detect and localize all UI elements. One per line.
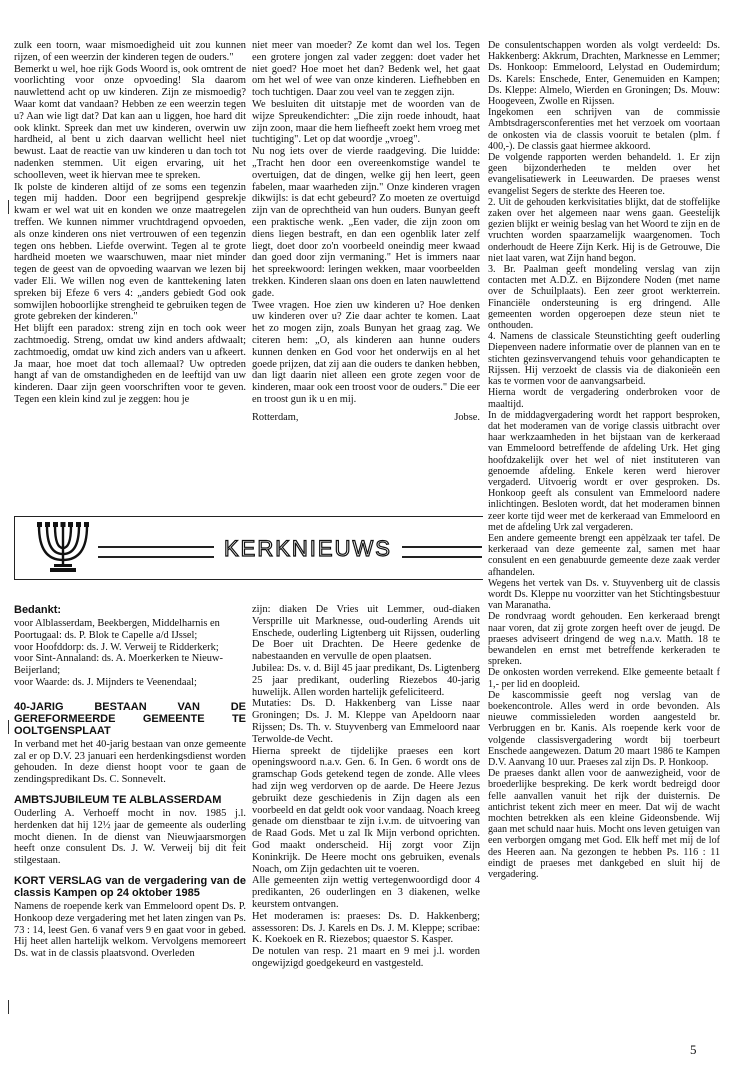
paragraph: De consulentschappen worden als volgt verdeeld: Ds. Hakkenberg: Akkrum, Drachten, Marknesse en Lemmer; Ds. Honkoop: Emmeloord, Lelystad en Oudemirdum; Ds. Karels: Enschede, Enter, Genemuiden en Kampen; Ds. Kleppe: Almelo, Wierden en Groningen; Ds. Mouw: Hoogeveen, Zwolle en Rijssen. xyxy=(488,40,720,108)
menorah-icon xyxy=(34,518,92,576)
paragraph: Namens de roepende kerk van Emmeloord opent Ds. P. Honkoop deze vergadering met het laten zingen van Ps. 73 : 14, leest Gen. 6 vanaf vers 9 en gaat voor in gebed. Hij heet allen hartelijk welkom. Vervolgens memoreert Ds. wat in de classis plaatsvond. Overleden xyxy=(14,900,246,960)
paragraph: In de middagvergadering wordt het rapport besproken, dat het moderamen van de vorige classis uitbracht over haar werkzaamheden in het bijstaan van de kerkeraad van Emmeloord betreffende de afdeling Urk. Het ging hoofdzakelijk over het wel of niet instituteren van genoemde afdeling. Enkele keren werd hierover vergaderd. Uitvoerig wordt er over gesproken. Ds. Honkoop geeft als consulent van Emmeloord nadere inlichtingen. Besloten wordt, dat het moderamen binnen zeer korte tijd weer met de kerkeraad van Emmeloord en met de afdeling Urk zal vergaderen. xyxy=(488,409,720,533)
paragraph: Twee vragen. Hoe zien uw kinderen u? Hoe denken uw kinderen over u? Zie daar achter te komen. Laat het zo mogen zijn, zoals Bunyan het graag zag. We citeren hem: „O, als kinderen aan hunne ouders kunnen denken en God voor het onderwijs en al het goede prijzen, dat zij aan die ouders te danken hebben, dan ligt daarin niet alleen een grote zegen voor de kinderen, maar ook een troost voor de ouders." Die eer en troost gun ik u en mij. xyxy=(252,299,480,405)
paragraph: zulk een toorn, waar mismoedigheid uit zou kunnen rijzen, of een weerzin der kinderen tegen de ouders." xyxy=(14,40,246,63)
paragraph: De onkosten worden verrekend. Elke gemeente betaalt f 1,- per lid en doopleid. xyxy=(488,667,720,690)
paragraph: De volgende rapporten werden behandeld. 1. Er zijn geen bijzonderheden te melden over het evangelisatiewerk in Leeuwarden. De praeses wenst evangelist Segers de sterkte des Heeren toe. xyxy=(488,152,720,197)
paragraph: Ouderling A. Verhoeff mocht in nov. 1985 j.l. herdenken dat hij 12½ jaar de gemeente als ouderling mocht dienen. In de dienst van Nieuwjaarsmorgen heeft onze consulent Ds. J. W. Verweij bij dit feit stilgestaan. xyxy=(14,807,246,867)
list-item: voor Alblasserdam, Beekbergen, Middelharnis en Poortugaal: ds. P. Blok te Capelle a/d IJssel; xyxy=(14,618,220,641)
signature xyxy=(252,412,480,424)
heading-bedankt: Bedankt: xyxy=(14,604,62,616)
page-number: 5 xyxy=(690,1042,697,1057)
binding-mark xyxy=(8,720,9,734)
paragraph: 3. Br. Paalman geeft mondeling verslag van zijn contacten met A.D.Z. en Bijzondere Noden (met name over de Schuilplaats). Een zeer groot werkterrein. Financiële ondersteuning is erg dringend. Alle gemeenten worden opgeroepen deze steun niet te onthouden. xyxy=(488,264,720,332)
paragraph: Een andere gemeente brengt een appèlzaak ter tafel. De kerkeraad van deze gemeente zal, samen met haar consulent en een genabuurde gemeente deze zaak verder afhandelen. xyxy=(488,532,720,578)
list-item: voor Sint-Annaland: ds. A. Moerkerken te Nieuw-Beijerland; xyxy=(14,653,223,677)
paragraph: Het blijft een paradox: streng zijn en toch ook weer zachtmoedig. Streng, omdat uw kind anders afdwaalt; zachtmoedig, omdat uw kind zich anders van u afkeert. Ja maar, hoe moet dat toch allemaal? Uw optreden hangt af van de omstandigheden en de leeftijd van uw kinderen. Daar zijn geen voorschriften voor te geven. Tegen een klein kind zul je zeggen: hou je xyxy=(14,323,246,405)
signature-author: Jobse. xyxy=(454,411,480,423)
binding-mark xyxy=(8,200,9,214)
banner-title: KERKNIEUWS xyxy=(214,536,402,562)
list-item: voor Waarde: ds. J. Mijnders te Veenendaal; xyxy=(14,676,197,688)
paragraph: zijn: diaken De Vries uit Lemmer, oud-diaken Versprille uit Marknesse, oud-ouderling Arends uit Enschede, ouderling Ligtenberg uit Rijssen, ouderling De Boer uit Drachten. De Heere gedenke de nabestaanden en vervulle de open plaatsen. xyxy=(252,604,480,663)
heading-ooltgensplaat: 40-JARIG BESTAAN VAN DE GEREFORMEERDE GEMEENTE TE OOLTGENSPLAAT xyxy=(14,700,246,737)
paragraph: Alle gemeenten zijn wettig vertegenwoordigd door 4 predikanten, 26 ouderlingen en 3 diakenen, welke keurstem ontvangen. xyxy=(252,875,480,910)
paragraph: De notulen van resp. 21 maart en 9 mei j.l. worden ongewijzigd goedgekeurd en vastgesteld. xyxy=(252,946,480,969)
paragraph: 2. Uit de gehouden kerkvisitaties blijkt, dat de stoffelijke zaken over het algemeen naar wens gaan. Geestelijk gezien blijkt er weinig beslag van het Woord te zijn en de vruchten worden spaarzamelijk waargenomen. Toch onderhoudt de Heere Zijn Kerk. Hij is de Getrouwe, Die niet laat varen, wat Zijn hand begon. xyxy=(488,196,720,264)
paragraph: De kascommissie geeft nog verslag van de boekencontrole. Alles werd in orde bevonden. Als nieuwe commissieleden worden aangesteld br. Verbruggen en br. Kanis. Als roepende kerk voor de volgende classisvergadering wordt bij toerbeurt Enschede aangewezen. Datum 20 maart 1986 te Kampen D.V. Aanvang 10 uur. Praeses zal zijn Ds. P. Honkoop. xyxy=(488,689,720,768)
heading-kort-verslag: KORT VERSLAG van de vergadering van de classis Kampen op 24 oktober 1985 xyxy=(14,874,246,899)
news-col2 xyxy=(252,604,480,970)
article-col2 xyxy=(252,40,480,424)
paragraph: Ik polste de kinderen altijd of ze soms een tegenzin tegen mij hadden. Door een begrijpend gesprekje kwam er wel wat uit en konden we onze maatregelen treffen. We kunnen nimmer vruchtdragend opvoeden, als onze kinderen ons niet vertrouwen of een tegenzin tegen ons hebben. Liefde overwint. Tegen al te grote hardheid moeten we waarschuwen, maar niet minder tegen de geest van de opvoeding waarvan we lezen bij vader Eli. We willen nog even de kanttekening laten spreken bij Efeze 6 vers 4: „anders gebiedt God ook somwijlen hoboorlijke strengheid te gebruiken tegen de grote gebreken der kinderen." xyxy=(14,181,246,323)
paragraph: niet meer van moeder? Ze komt dan wel los. Tegen een grotere jongen zal vader zeggen: doet vader het niet goed? Hoe moet het dan? Bedenk wel, het gaat om het wel of wee van onze kinderen. Liefhebben en toch tuchtigen. Daar zou veel van te zeggen zijn. xyxy=(252,40,480,99)
list-item: voor Hoofddorp: ds. J. W. Verweij te Ridderkerk; xyxy=(14,641,219,653)
paragraph: Hierna spreekt de tijdelijke praeses een kort openingswoord n.a.v. Gen. 6. In Gen. 6 wordt ons de gramschap Gods getekend tegen de zonde. Alle vlees had zijn weg verdorven op de aarde. De Heere Jezus gebruikt deze geschiedenis in Zijn dagen als een voorbeeld en dat geldt ook voor vandaag. Noach kreeg genade om dienstbaar te zijn i.v.m. de uitvoering van de Raad Gods. Met u zal Ik Mijn verbond oprichten. God maakt onderscheid. Hij zorgt voor Zijn Koninkrijk. De Heere mocht ons gebruiken, evenals Noach, om Zijn gedachten uit te voeren. xyxy=(252,745,480,875)
news-col1 xyxy=(14,604,246,960)
paragraph: Ingekomen een schrijven van de commissie Ambtsdragersconferenties met het verzoek om voortaan de onkosten via de classis vooruit te betalen (plm. f 400,-). De classis gaat hiermee akkoord. xyxy=(488,107,720,152)
paragraph: Hierna wordt de vergadering onderbroken voor de maaltijd. xyxy=(488,387,720,410)
paragraph: Wegens het vertek van Ds. v. Stuyvenberg uit de classis wordt Ds. Kleppe nu voorzitter van het Stichtingsbestuur van Maranatha. xyxy=(488,577,720,612)
paragraph: Jubilea: Ds. v. d. Bijl 45 jaar predikant, Ds. Ligtenberg 25 jaar predikant, ouderling Riezebos 40-jarig huwelijk. Allen worden hartelijk gefeliciteerd. xyxy=(252,662,480,698)
paragraph: Nu nog iets over de vierde raadgeving. Die luidde: „Tracht hen door een overeenkomstige wandel te overtuigen, dat de dingen, welke gij hen leert, geen fabelen, maar waarheden zijn." Onze kinderen vragen dikwijls: is dat echt gebeurd? Zo moeten ze overtuigd zijn van de oprechtheid van hun ouders. Bunyan geeft een praktische wenk. „Een vader, die zijn zoon om diens liegen bestraft, en dan een ogenblik later zelf liegt, doet door zo'n voorbeeld oneindig meer kwaad dan goed door zijn vermaning." Het is immers naar het spreekwoord: leringen wekken, maar voorbeelden trekken. Kinderen slaan ons doen en laten nauwlettend gade. xyxy=(252,146,480,299)
heading-ambtsjubileum: AMBTSJUBILEUM TE ALBLASSERDAM xyxy=(14,793,222,806)
paragraph: In verband met het 40-jarig bestaan van onze gemeente zal er op D.V. 23 januari een herdenkingsdienst worden gehouden. In deze dienst hoopt voor te gaan de zendingspredikant Ds. C. Sonnevelt. xyxy=(14,738,246,786)
paragraph: We besluiten dit uitstapje met de woorden van de wijze Spreukendichter: „Die zijn roede inhoudt, haat zijn zoon, maar die hem liefheeft zoekt hem vroeg met tuchtiging". Let op dat woordje „vroeg". xyxy=(252,98,480,146)
news-col3 xyxy=(488,40,720,880)
paragraph: Mutaties: Ds. D. Hakkenberg van Lisse naar Groningen; Ds. J. M. Kleppe van Apeldoorn naar Rijssen; Ds. Th. v. Stuyvenberg van Emmeloord naar Terwolde-de Vecht. xyxy=(252,698,480,745)
signature-place: Rotterdam, xyxy=(252,411,299,423)
binding-mark xyxy=(8,1000,9,1014)
paragraph: De praeses dankt allen voor de aanwezigheid, voor de broederlijke bespreking. De kerk wordt bedreigd door felle aanvallen vanuit het rijk der duisternis. De antichrist tekent zich meer en meer. Dat wij de wacht mochten betrekken als een kleine Gideonsbende. Wij gaan met schuld naar huis. Mocht ons leven getuigen van een verborgen omgang met God. Elk heff met mij de lof des Heeren aan. Na gezongen te hebben Ps. 116 : 11 eindigt de praeses met dankgebed en sluit hij de vergadering. xyxy=(488,768,720,881)
paragraph: De rondvraag wordt gehouden. Een kerkeraad brengt naar voren, dat zij grote zorgen heeft over de jeugd. De praeses adviseert dringend de weg n.a.v. Matth. 18 te bewandelen en ernst met betreffende kerkeraden te spreken. xyxy=(488,611,720,668)
paragraph: Het moderamen is: praeses: Ds. D. Hakkenberg; assessoren: Ds. J. Karels en Ds. J. M. Kleppe; scribae: K. Koekoek en R. Riezebos; quaestor S. Kasper. xyxy=(252,910,480,946)
paragraph: 4. Namens de classicale Steunstichting geeft ouderling Diepenveen nadere informatie over de plannen van en te stichten gezinsvervangend tehuis voor gehandicapten te Rijssen. Hij verzoekt de classis via de diakonieën een kas te vormen voor de aanvangsarbeid. xyxy=(488,331,720,388)
paragraph: Bemerkt u wel, hoe rijk Gods Woord is, ook omtrent de voorlichting voor onze opvoeding! Sla daarom nauwlettend acht op uw kinderen. Zijn ze mismoedig? Waar komt dat vandaan? Hebben ze een weerzin tegen u? Aan wie ligt dat? Dat kan aan u liggen, hoe hard dit ook klinkt. Spreek dan met uw kinderen, overwin uw hardheid, al bent u zich daarvan wellicht heel niet bewust. Laat de reactie van uw kinderen u dan toch tot nadenken stemmen. Uit eigen ervaring, uit het schoolleven, weet ik hiervan mee te spreken. xyxy=(14,63,246,181)
section-banner xyxy=(14,516,482,578)
article-col1 xyxy=(14,40,246,406)
